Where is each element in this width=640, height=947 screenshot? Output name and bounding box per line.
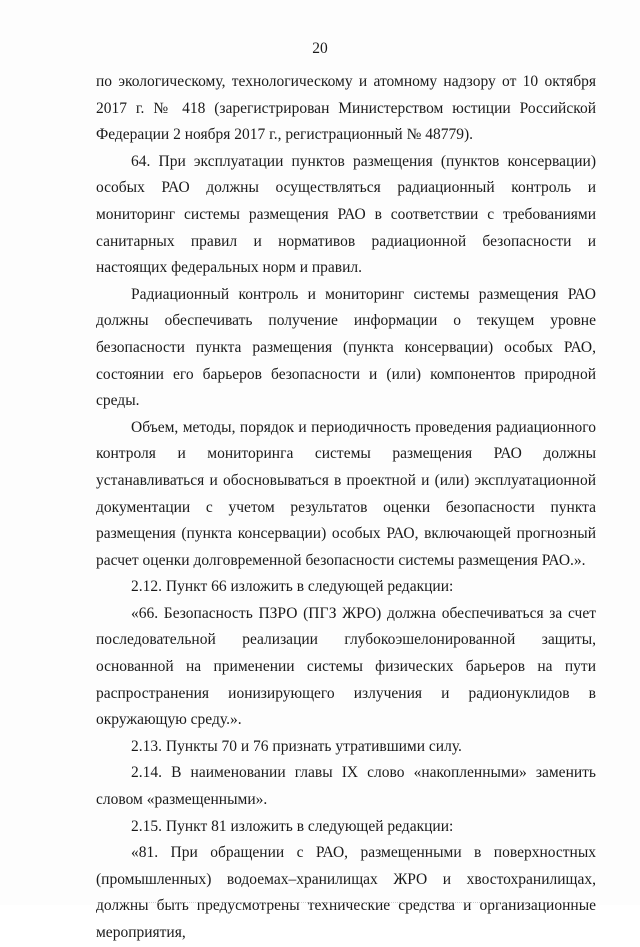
paragraph-item-81: «81. При обращении с РАО, размещенными в поверхностных (промышленных) водоемах–хранилищах ЖРО и хвостохранилищах, должны быть предусмотрены технические средства и организационные мероприятия, — [96, 844, 596, 941]
paragraph-monitoring-scope: Объем, методы, порядок и периодичность проведения радиационного контроля и мониторинга системы размещения РАО должны устанавливаться и обосновываться в проектной и (или) эксплуатационной документации с учетом результатов оценки безопасности пункта размещения (пункта консервации) особых РАО, включающей прогнозный расчет оценки долговременной безопасности системы размещения РАО.». — [96, 418, 596, 569]
paragraph-item-64: 64. При эксплуатации пунктов размещения (пунктов консервации) особых РАО должны осуществляться радиационный контроль и мониторинг системы размещения РАО в соответствии с требованиями санитарных правил и нормативов радиационной безопасности и настоящих федеральных норм и правил. — [96, 152, 596, 277]
page-number: 20 — [312, 40, 328, 57]
paragraph-2-13: 2.13. Пункты 70 и 76 признать утратившими силу. — [131, 737, 462, 755]
paragraph-continuation: по экологическому, технологическому и атомному надзору от 10 октября 2017 г. № 418 (зарегистрирован Министерством юстиции Российской Федерации 2 ноября 2017 г., регистрационный № 48779). — [96, 73, 596, 144]
paragraph-radiation-control: Радиационный контроль и мониторинг системы размещения РАО должны обеспечивать получение информации о текущем уровне безопасности пункта размещения (пункта консервации) особых РАО, состоянии его барьеров безопасности и (или) компонентов природной среды. — [96, 285, 596, 410]
scan-edge-divider — [140, 901, 500, 903]
paragraph-2-15: 2.15. Пункт 81 изложить в следующей редакции: — [131, 817, 454, 835]
paragraph-2-12: 2.12. Пункт 66 изложить в следующей редакции: — [131, 578, 454, 596]
paragraph-item-66: «66. Безопасность ПЗРО (ПГЗ ЖРО) должна обеспечиваться за счет последовательной реализации глубокоэшелонированной защиты, основанной на применении системы физических барьеров на пути распространения ионизирующего излучения и радионуклидов в окружающую среду.». — [96, 604, 596, 729]
paragraph-2-14: 2.14. В наименовании главы IX слово «накопленными» заменить словом «размещенными». — [96, 764, 596, 809]
document-body — [96, 69, 596, 947]
